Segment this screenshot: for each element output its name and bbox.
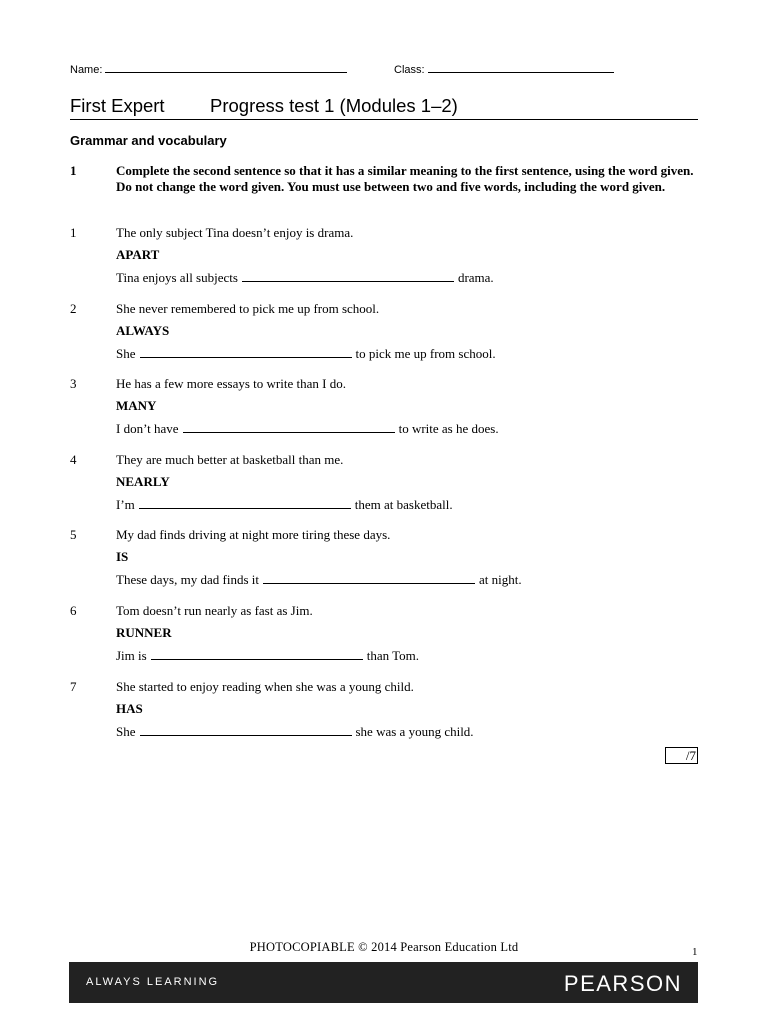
answer-blank[interactable]	[140, 724, 352, 736]
answer-end: them at basketball.	[354, 497, 453, 512]
answer-sentence	[116, 270, 494, 286]
question-item	[70, 679, 700, 749]
original-sentence: The only subject Tina doesn’t enjoy is drama.	[116, 225, 354, 240]
answer-sentence	[116, 724, 474, 740]
score-box[interactable]: /7	[665, 747, 698, 764]
answer-sentence	[116, 421, 499, 437]
copyright-notice: PHOTOCOPIABLE © 2014 Pearson Education Ltd	[249, 940, 519, 954]
answer-start: These days, my dad finds it	[116, 572, 259, 587]
test-title: Progress test 1 (Modules 1–2)	[210, 95, 458, 116]
name-blank-line[interactable]	[105, 62, 347, 73]
name-field[interactable]	[70, 62, 347, 76]
key-word: APART	[116, 247, 160, 262]
key-word: IS	[116, 549, 129, 564]
answer-end: she was a young child.	[355, 724, 474, 739]
answer-end: to pick me up from school.	[355, 346, 496, 361]
question-number: 6	[70, 603, 77, 618]
original-sentence: They are much better at basketball than me.	[116, 452, 344, 467]
answer-end: drama.	[457, 270, 494, 285]
original-sentence: Tom doesn’t run nearly as fast as Jim.	[116, 603, 313, 618]
answer-end: to write as he does.	[398, 421, 499, 436]
class-blank-line[interactable]	[428, 62, 614, 73]
answer-start: She	[116, 346, 136, 361]
answer-sentence	[116, 346, 496, 362]
answer-blank[interactable]	[183, 421, 395, 433]
book-title: First Expert	[70, 95, 165, 116]
key-word: MANY	[116, 398, 157, 413]
exercise-instruction: Complete the second sentence so that it has a similar meaning to the first sentence, using the word given. Do not change the word given. You must use between two and five words, including the word given.	[116, 163, 694, 194]
brand-footer-bar	[69, 962, 698, 1003]
name-label: Name:	[70, 64, 103, 76]
answer-sentence	[116, 497, 453, 513]
answer-sentence	[116, 648, 419, 664]
brand-logo: PEARSON	[563, 971, 682, 996]
question-item	[70, 301, 700, 371]
original-sentence: My dad finds driving at night more tiring these days.	[116, 527, 391, 542]
question-item	[70, 452, 700, 522]
question-item	[70, 376, 700, 446]
section-heading: Grammar and vocabulary	[70, 133, 227, 148]
page-number: 1	[692, 946, 698, 958]
question-number: 4	[70, 452, 77, 467]
answer-end: at night.	[478, 572, 522, 587]
question-number: 3	[70, 376, 77, 391]
original-sentence: She never remembered to pick me up from school.	[116, 301, 380, 316]
answer-start: I’m	[116, 497, 135, 512]
answer-blank[interactable]	[151, 648, 363, 660]
class-field[interactable]	[394, 62, 614, 76]
question-number: 7	[70, 679, 77, 694]
key-word: RUNNER	[116, 625, 172, 640]
page-title	[70, 95, 698, 120]
answer-blank[interactable]	[242, 270, 454, 282]
key-word: ALWAYS	[116, 323, 170, 338]
brand-tagline: ALWAYS LEARNING	[86, 976, 220, 988]
question-number: 5	[70, 527, 77, 542]
answer-start: Jim is	[116, 648, 147, 663]
original-sentence: She started to enjoy reading when she was a young child.	[116, 679, 414, 694]
answer-blank[interactable]	[140, 346, 352, 358]
original-sentence: He has a few more essays to write than I do.	[116, 376, 346, 391]
answer-sentence	[116, 572, 522, 588]
question-item	[70, 527, 700, 597]
answer-blank[interactable]	[139, 497, 351, 509]
answer-start: I don’t have	[116, 421, 179, 436]
answer-start: She	[116, 724, 136, 739]
answer-start: Tina enjoys all subjects	[116, 270, 238, 285]
question-number: 1	[70, 225, 77, 240]
question-item	[70, 225, 700, 295]
exercise-number: 1	[70, 163, 77, 178]
answer-blank[interactable]	[263, 572, 475, 584]
key-word: NEARLY	[116, 474, 170, 489]
question-item	[70, 603, 700, 673]
question-number: 2	[70, 301, 77, 316]
key-word: HAS	[116, 701, 143, 716]
answer-end: than Tom.	[366, 648, 420, 663]
class-label: Class:	[394, 64, 425, 76]
